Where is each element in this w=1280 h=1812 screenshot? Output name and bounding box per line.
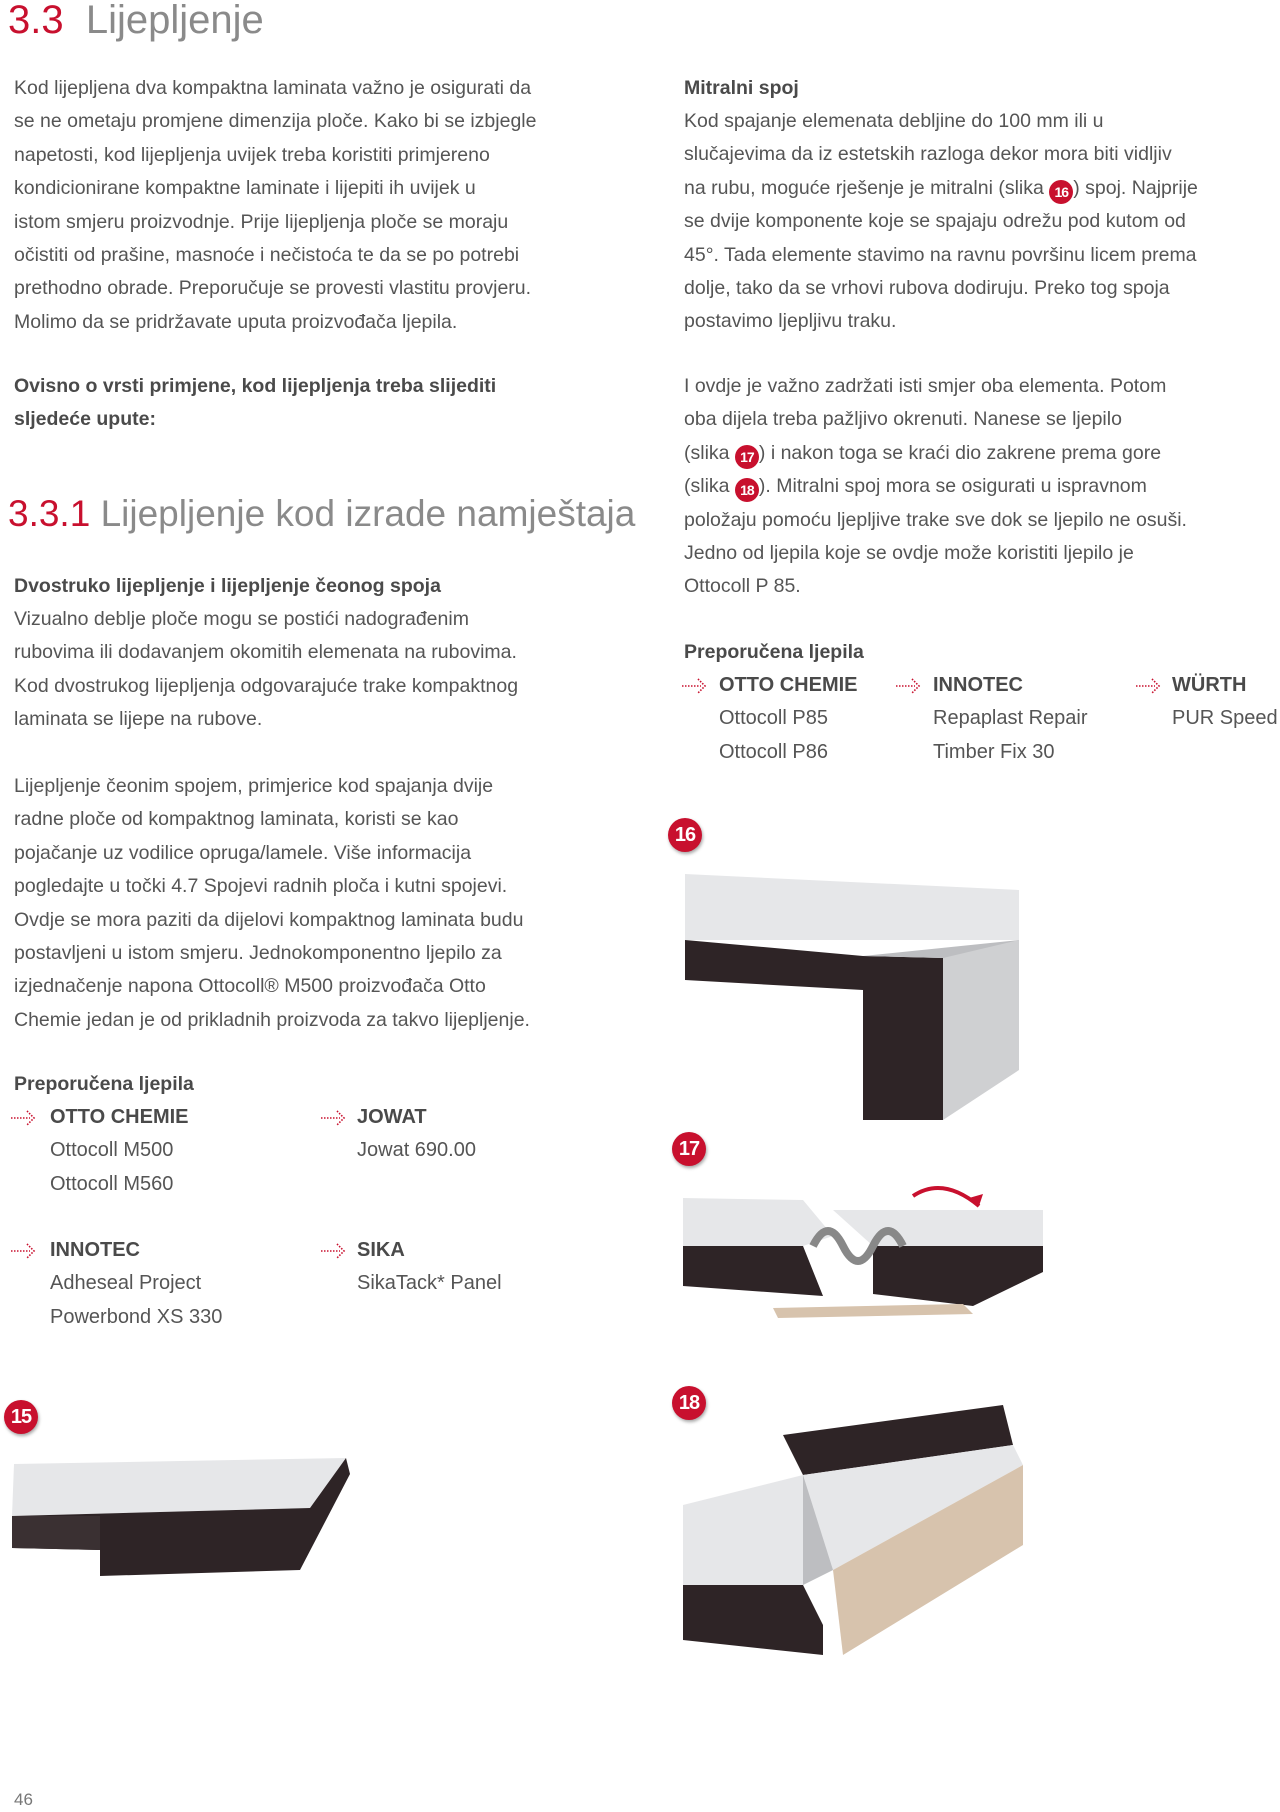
text-line [684,205,1198,238]
text-line [684,138,1198,171]
text-segment: ) spoj. Najprije [1073,176,1198,199]
text-segment: se dvije komponente koje se spajaju odrežu pod kutom od [684,210,1186,233]
text-segment: postavimo ljepljivu traku. [684,310,897,333]
text-line: očistiti od prašine, masnoće i nečistoća te da se po potrebi [14,244,520,267]
arrow-right-icon [681,678,709,694]
adhesive-brand: OTTO CHEMIE [50,1106,189,1128]
subsection-title-text: Lijepljenje kod izrade namještaja [100,493,636,534]
arrow-right-icon [895,678,923,694]
page-number: 46 [14,1790,33,1809]
text-segment: oba dijela treba pažljivo okrenuti. Nanese se ljepilo [684,408,1122,431]
figure-reference-badge: 17 [735,445,759,469]
text-segment: dolje, tako da se vrhovi rubova dodiruju. Preko tog spoja [684,277,1170,300]
text-segment: slučajevima da iz estetskih razloga dekor mora biti vidljiv [684,143,1172,166]
text-line [684,105,1198,138]
arrow-right-icon [1135,678,1163,694]
adhesive-brand: OTTO CHEMIE [719,674,858,696]
text-segment: na rubu, moguće rješenje je mitralni (slika [684,176,1050,199]
text-line: rubovima ili dodavanjem okomitih elemenata na rubovima. [14,641,517,664]
adhesive-product: Jowat 690.00 [357,1139,476,1162]
figure-18-miter-fold-illustration [683,1395,1023,1675]
text-line: radne ploče od kompaktnog laminata, koristi se kao [14,808,459,831]
section-title-text: Lijepljenje [85,0,264,42]
guidance-heading [14,370,496,437]
figure-15-butt-joint-illustration [10,1450,350,1630]
adhesive-brand: WÜRTH [1172,674,1247,696]
figure-17-adhesive-application-illustration [683,1176,1053,1336]
adhesive-brand: JOWAT [357,1106,427,1128]
figure-reference-badge: 18 [735,478,759,502]
text-line: Molimo da se pridržavate uputa proizvođača ljepila. [14,310,458,333]
text-segment: položaju pomoću ljepljive trake sve dok se ljepilo ne osuši. [684,508,1187,531]
adhesive-brand: SIKA [357,1239,405,1261]
text-line [684,239,1198,272]
adhesive-brand: INNOTEC [50,1239,140,1261]
text-line: Kod lijepljena dva kompaktna laminata važno je osigurati da [14,77,532,99]
section-title [8,0,264,40]
adhesive-product: Ottocoll P86 [719,740,828,763]
text-line: sljedeće upute: [14,408,156,431]
text-line: Lijepljenje čeonim spojem, primjerice kod spajanja dvije [14,775,494,797]
text-line: kondicionirane kompaktne laminate i lijepiti ih uvijek u [14,177,476,200]
adhesive-product: Timber Fix 30 [933,740,1055,763]
text-segment: ) i nakon toga se kraći dio zakrene prema gore [758,441,1162,464]
text-segment: (slika [684,441,735,464]
text-line [684,470,1187,503]
subsection-number: 3.3.1 [8,493,91,534]
text-segment: 45°. Tada elemente stavimo na ravnu površinu licem prema [684,243,1197,266]
miter-heading: Mitralni spoj [684,77,799,99]
text-segment: Jedno od ljepila koje se ovdje može koristiti ljepilo je [684,542,1134,565]
text-line [684,403,1187,436]
text-line [684,504,1187,537]
adhesive-product: Ottocoll P85 [719,707,828,730]
text-line: izjednačenje napona Ottocoll® M500 proizvođača Otto [14,975,486,998]
arrow-right-icon [10,1243,38,1259]
text-line: Ovisno o vrsti primjene, kod lijepljenja treba slijediti [14,375,497,397]
text-line [684,570,1187,603]
text-line: prethodno obrade. Preporučuje se provesti vlastitu provjeru. [14,277,532,300]
double-gluing-heading: Dvostruko lijepljenje i lijepljenje čeonog spoja [14,575,441,597]
section-number: 3.3 [8,0,64,42]
figure-badge-15: 15 [4,1400,38,1434]
adhesive-product: Repaplast Repair [933,707,1088,730]
adhesive-product: PUR Speed [1172,707,1278,730]
text-segment: Ottocoll P 85. [684,575,801,598]
adhesive-product: Powerbond XS 330 [50,1305,223,1328]
text-segment: ). Mitralni spoj mora se osigurati u ispravnom [758,475,1147,498]
recommended-adhesives-label: Preporučena ljepila [14,1073,194,1095]
direction-paragraph [684,370,1187,604]
text-segment: Kod spajanje elemenata debljine do 100 mm ili u [684,110,1104,132]
text-line [684,305,1198,338]
text-line: Chemie jedan je od prikladnih proizvoda za takvo lijepljenje. [14,1008,530,1031]
text-line: pojačanje uz vodilice opruga/lamele. Više informacija [14,841,472,864]
arrow-right-icon [320,1243,348,1259]
text-line: se ne ometaju promjene dimenzija ploče. Kako bi se izbjegle [14,110,537,133]
adhesive-product: Ottocoll M500 [50,1139,174,1162]
figure-reference-badge: 16 [1049,180,1073,204]
figure-badge-17: 17 [672,1132,706,1166]
text-segment: I ovdje je važno zadržati isti smjer oba elementa. Potom [684,375,1167,397]
recommended-adhesives-label-right: Preporučena ljepila [684,641,864,663]
adhesive-product: SikaTack* Panel [357,1272,502,1295]
text-line: laminata se lijepe na rubove. [14,708,263,731]
text-line [684,370,1187,403]
subsection-title [8,494,635,534]
adhesive-product: Ottocoll M560 [50,1172,174,1195]
intro-paragraph [14,72,536,339]
figure-badge-18: 18 [672,1386,706,1420]
text-line [684,272,1198,305]
figure-badge-16: 16 [668,818,702,852]
arrow-right-icon [10,1110,38,1126]
arrow-right-icon [320,1110,348,1126]
text-line: postavljeni u istom smjeru. Jednokomponentno ljepilo za [14,942,502,965]
text-line [684,437,1187,470]
adhesive-brand: INNOTEC [933,674,1023,696]
text-line: Ovdje se mora paziti da dijelovi kompaktnog laminata budu [14,908,524,931]
figure-16-miter-joint-illustration [683,870,1023,1120]
text-line: pogledajte u točki 4.7 Spojevi radnih ploča i kutni spojevi. [14,875,508,898]
text-line [684,537,1187,570]
text-line: napetosti, kod lijepljenja uvijek treba koristiti primjereno [14,143,490,166]
text-line [684,172,1198,205]
double-gluing-paragraph [14,603,518,737]
text-line: istom smjeru proizvodnje. Prije lijepljenja ploče se moraju [14,210,509,233]
adhesive-product: Adheseal Project [50,1272,202,1295]
text-line: Kod dvostrukog lijepljenja odgovarajuće trake kompaktnog [14,674,519,697]
text-line: Vizualno deblje ploče mogu se postići nadograđenim [14,608,469,630]
miter-paragraph [684,105,1198,339]
butt-joint-paragraph [14,770,530,1037]
text-segment: (slika [684,475,735,498]
